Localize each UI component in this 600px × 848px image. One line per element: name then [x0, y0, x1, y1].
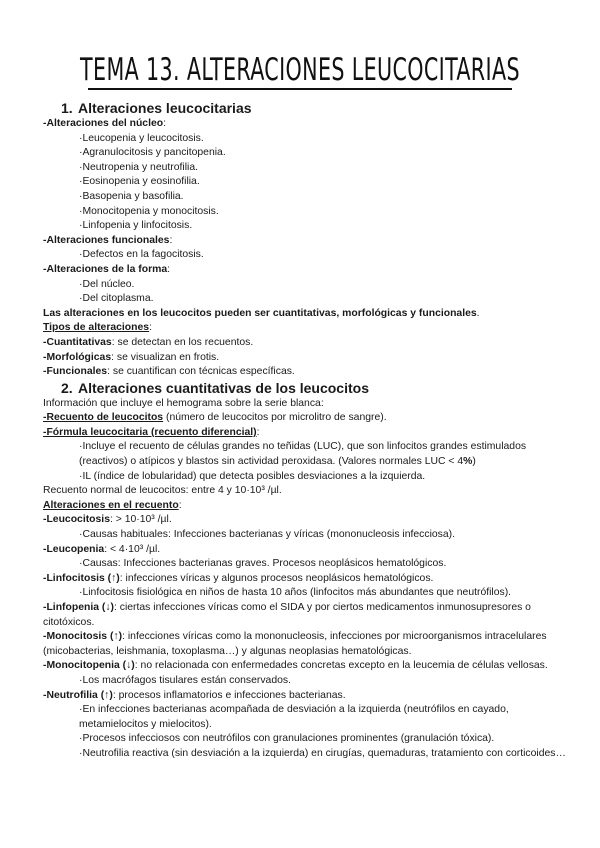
section-1-title: Alteraciones leucocitarias — [78, 100, 252, 116]
funcionales-label: -Alteraciones funcionales — [43, 234, 170, 246]
formula-label: -Fórmula leucocitaria (recuento diferencial) — [43, 426, 257, 438]
nucleo-label-line: -Alteraciones del núcleo: — [43, 118, 166, 129]
section-2-title: Alteraciones cuantitativas de los leucocitos — [78, 379, 369, 396]
intro-line: Información que incluye el hemograma sobre la serie blanca: — [43, 397, 324, 409]
section-1-heading — [43, 100, 573, 117]
monocitosis-line — [43, 630, 573, 659]
monocitopenia-label: -Monocitopenia (↓) — [43, 660, 135, 672]
linfocitosis-text: : infecciones víricas y algunos procesos neoplásicos hematológicos. — [119, 572, 434, 584]
monocitopenia-text: : no relacionada con enfermedades concretas excepto en la leucemia de células vellosas. — [134, 660, 548, 672]
funcionales-label-line: -Alteraciones funcionales: — [43, 234, 173, 246]
alt-label-line: Alteraciones en el recuento: — [43, 499, 182, 511]
title-underline — [88, 88, 512, 90]
list-item: ·Monocitopenia y monocitosis. — [79, 205, 219, 217]
formula-item-il: ·IL (índice de lobularidad) que detecta posibles desviaciones a la izquierda. — [79, 470, 426, 482]
cuantitativas-line — [43, 336, 573, 351]
forma-label-line: -Alteraciones de la forma: — [43, 263, 171, 275]
page-title: TEMA 13. ALTERACIONES LEUCOCITARIAS — [80, 52, 520, 88]
monocitopenia-line — [43, 659, 573, 674]
list-item: ·Del núcleo. — [79, 278, 135, 290]
morfologicas-label: -Morfológicas — [43, 351, 112, 363]
leucopenia-text: : < 4·10³ /µl. — [104, 543, 161, 555]
summary-line: Las alteraciones en los leucocitos pueden ser cuantitativas, morfológicas y funcionales. — [43, 307, 480, 319]
leucopenia-line — [43, 543, 573, 558]
morfologicas-line — [43, 351, 573, 366]
recuento-label: -Recuento de leucocitos — [43, 412, 164, 424]
list-item: ·Los macrófagos tisulares están conservados. — [79, 674, 291, 686]
neutrofilia-line — [43, 689, 573, 704]
morfologicas-text: : se visualizan en frotis. — [111, 351, 220, 363]
list-item: ·En infecciones bacterianas acompañada de desviación a la izquierda (neutrófilos en cayado, metamielocitos y mielocitos). — [79, 704, 509, 730]
leucocitosis-text: : > 10·10³ /µl. — [109, 514, 172, 526]
list-item: ·Eosinopenia y eosinofilia. — [79, 176, 200, 188]
normal-line: Recuento normal de leucocitos: entre 4 y 10·10³ /µl. — [43, 485, 282, 497]
linfocitosis-line — [43, 572, 573, 587]
list-item: ·Neutropenia y neutrofilia. — [79, 161, 198, 173]
neutrofilia-text: : procesos inflamatorios e infecciones bacterianas. — [112, 689, 346, 701]
neutrofilia-label: -Neutrofilia (↑) — [43, 689, 113, 701]
monocitosis-text: : infecciones víricas como la mononucleosis, infecciones por microorganismos intracelulares (micobacterias, leishmania, toxoplasma…) y algunas neoplasias hematológicas. — [43, 631, 547, 657]
recuento-text: (número de leucocitos por microlitro de sangre). — [163, 412, 387, 424]
linfopenia-line — [43, 601, 573, 630]
cuantitativas-text: : se detectan en los recuentos. — [111, 336, 254, 348]
list-item: ·Linfopenia y linfocitosis. — [79, 220, 193, 232]
linfopenia-label: -Linfopenia (↓) — [43, 602, 114, 613]
formula-item-luc-end: ) — [472, 456, 476, 468]
list-item: ·Leucopenia y leucocitosis. — [79, 132, 204, 144]
list-item: ·Neutrofilia reactiva (sin desviación a la izquierda) en cirugías, quemaduras, tratamiento con corticoides… — [79, 747, 566, 759]
funcionales2-line — [43, 365, 573, 380]
section-1-number: 1. — [61, 100, 73, 116]
monocitosis-label: -Monocitosis (↑) — [43, 631, 123, 643]
formula-item-luc — [43, 440, 573, 469]
list-item: ·Causas: Infecciones bacterianas graves. Procesos neoplásicos hematológicos. — [79, 558, 447, 570]
tipos-label-line: Tipos de alteraciones: — [43, 322, 152, 334]
list-item: ·Defectos en la fagocitosis. — [79, 249, 204, 261]
tipos-label: Tipos de alteraciones — [43, 322, 150, 334]
document-body — [43, 100, 573, 762]
section-2-number: 2. — [61, 379, 73, 396]
linfopenia-text: : ciertas infecciones víricas como el SIDA y por ciertos medicamentos inmunosupresores o citotóxicos. — [43, 602, 531, 628]
list-item: ·Del citoplasma. — [79, 293, 154, 305]
funcionales2-label: -Funcionales — [43, 366, 108, 378]
list-item: ·Basopenia y basofilia. — [79, 190, 184, 202]
funcionales2-text: : se cuantifican con técnicas específicas. — [107, 366, 295, 378]
nucleo-label: -Alteraciones del núcleo — [43, 118, 164, 129]
list-item: ·Causas habituales: Infecciones bacterianas y víricas (mononucleosis infecciosa). — [79, 529, 455, 541]
linfocitosis-label: -Linfocitosis (↑) — [43, 572, 120, 584]
leucocitosis-line — [43, 513, 573, 528]
alt-label: Alteraciones en el recuento — [43, 499, 179, 511]
summary-text: Las alteraciones en los leucocitos pueden ser cuantitativas, morfológicas y funcionales — [43, 307, 477, 319]
recuento-line — [43, 411, 573, 426]
list-item: ·Linfocitosis fisiológica en niños de hasta 10 años (linfocitos más abundantes que neutrófilos). — [79, 587, 512, 599]
leucocitosis-label: -Leucocitosis — [43, 514, 110, 526]
list-item: ·Procesos infecciosos con neutrófilos con granulaciones prominentes (granulación tóxica). — [79, 733, 495, 745]
section-2-heading — [43, 380, 573, 397]
cuantitativas-label: -Cuantitativas — [43, 336, 112, 348]
list-item: ·Agranulocitosis y pancitopenia. — [79, 147, 226, 159]
formula-item-luc-text: ·Incluye el recuento de células grandes no teñidas (LUC), que son linfocitos grandes estimulados (reactivos) o atípicos y blastos sin actividad peroxidasa. (Valores normales LUC < 4 — [79, 441, 527, 468]
formula-item-luc-percent: % — [463, 456, 473, 468]
formula-line: -Fórmula leucocitaria (recuento diferencial): — [43, 426, 260, 438]
leucopenia-label: -Leucopenia — [43, 543, 105, 555]
forma-label: -Alteraciones de la forma — [43, 263, 168, 275]
